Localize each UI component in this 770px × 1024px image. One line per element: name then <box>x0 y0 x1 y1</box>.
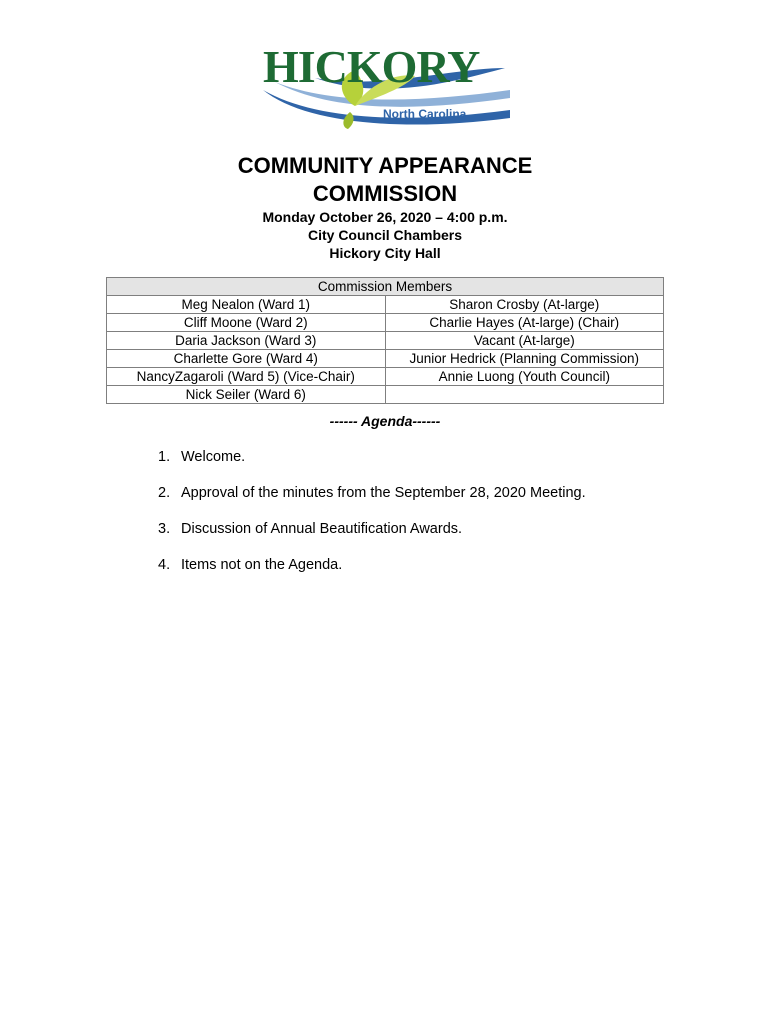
svg-text:North Carolina: North Carolina <box>383 107 467 121</box>
member-left: NancyZagaroli (Ward 5) (Vice-Chair) <box>107 368 386 386</box>
table-row <box>107 296 664 314</box>
hickory-logo-image <box>255 28 520 130</box>
agenda-item-text: Welcome. <box>181 449 246 465</box>
member-right: Junior Hedrick (Planning Commission) <box>385 350 664 368</box>
agenda-list <box>158 448 586 592</box>
meeting-datetime: Monday October 26, 2020 – 4:00 p.m. <box>262 209 508 225</box>
table-row <box>107 350 664 368</box>
svg-text:HICKORY: HICKORY <box>263 41 480 92</box>
agenda-item-text: Discussion of Annual Beautification Awards. <box>181 521 463 537</box>
members-table <box>106 277 664 404</box>
member-left: Charlette Gore (Ward 4) <box>107 350 386 368</box>
meeting-details <box>0 208 770 262</box>
member-left: Nick Seiler (Ward 6) <box>107 386 386 404</box>
table-row <box>107 368 664 386</box>
agenda-item-number: 4. <box>158 557 171 573</box>
table-row <box>107 332 664 350</box>
member-right: Sharon Crosby (At-large) <box>385 296 664 314</box>
title-line-1: COMMUNITY APPEARANCE <box>237 153 533 178</box>
agenda-item-number: 2. <box>158 485 171 501</box>
member-right: Vacant (At-large) <box>385 332 664 350</box>
member-right: Annie Luong (Youth Council) <box>385 368 664 386</box>
member-right <box>385 386 664 404</box>
list-item <box>158 556 586 592</box>
member-right: Charlie Hayes (At-large) (Chair) <box>385 314 664 332</box>
meeting-building: Hickory City Hall <box>329 245 441 261</box>
agenda-item-text: Approval of the minutes from the September 28, 2020 Meeting. <box>181 485 586 501</box>
table-row <box>107 314 664 332</box>
member-left: Daria Jackson (Ward 3) <box>107 332 386 350</box>
agenda-heading: ------ Agenda------ <box>329 413 441 429</box>
table-row <box>107 386 664 404</box>
agenda-item-number: 1. <box>158 449 171 465</box>
title-line-2: COMMISSION <box>312 181 458 206</box>
list-item <box>158 520 586 556</box>
hickory-logo <box>255 28 520 130</box>
agenda-item-number: 3. <box>158 521 171 537</box>
members-heading: Commission Members <box>107 278 664 296</box>
list-item <box>158 484 586 520</box>
meeting-room: City Council Chambers <box>307 227 463 243</box>
member-left: Cliff Moone (Ward 2) <box>107 314 386 332</box>
member-left: Meg Nealon (Ward 1) <box>107 296 386 314</box>
list-item <box>158 448 586 484</box>
agenda-item-text: Items not on the Agenda. <box>181 557 343 573</box>
document-title <box>0 152 770 208</box>
